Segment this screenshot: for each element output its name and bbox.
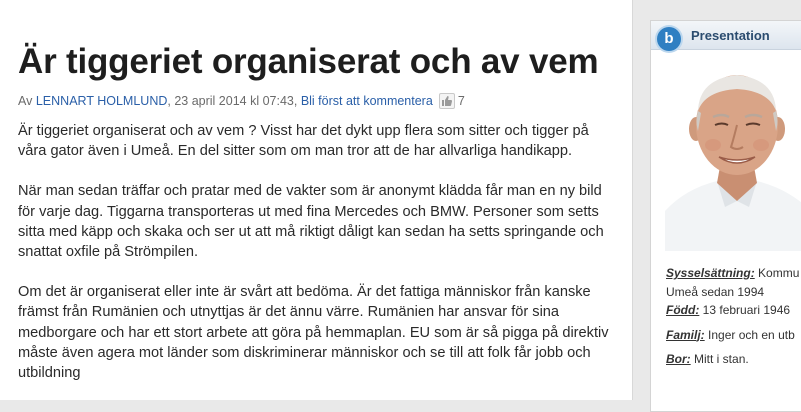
article-body [18,121,618,400]
family-label: Familj: [666,327,705,342]
family-value: Inger och en utb [708,327,795,342]
blog-icon: b [657,27,681,51]
sidebar-title: Presentation [691,28,770,43]
article-title: Är tiggeriet organiserat och av vem [18,42,599,81]
born-label: Född: [666,303,700,317]
occupation-value: Kommu [758,266,800,280]
paragraph: När man sedan träffar och pratar med de vakter som är anonymt klädda får man en ny bild för varje dag. Tiggarna transporteras ut med fina Mercedes och BMW. Personer som setts sitta med käpp och skaka och ser ut att må riktigt dåligt kan sedan ha setts springande och snattat oxfile på Strömpilen. [18,183,604,261]
sidebar-header [651,21,801,50]
like-thumb-icon[interactable] [439,93,455,109]
byline-date: , 23 april 2014 kl 07:43, [167,94,298,108]
like-count: 7 [457,94,465,108]
author-link[interactable]: LENNART HOLMLUND [35,94,168,108]
byline [18,93,465,109]
lives-label: Bor: [666,352,691,366]
byline-prefix: Av [18,94,33,108]
presentation-sidebar [650,20,801,412]
lives-value: Mitt i stan. [694,352,749,366]
author-portrait [665,61,801,251]
comment-link[interactable]: Bli först att kommentera [300,94,433,108]
paragraph: Om det är organiserat eller inte är svårt att bedöma. Är det fattiga människor från kanske främst från Rumänien och utnyttjas är det ännu värre. Rumänien har ansvar för sina medborgare och har ett stort arbete att göra på hemmaplan. EU som är så pigga på direktiv måste även agera mot länder som diskriminerar människor och se till att folk får jobb och utbildning [18,284,609,382]
paragraph: Är tiggeriet organiserat och av vem ? Visst har det dykt upp flera som sitter och tigger på våra gator även i Umeå. En del sitter som om man tror att de har allvarliga handikapp. [18,123,589,160]
occupation-label: Sysselsättning: [666,266,755,280]
presentation-info [666,264,801,369]
born-value: 13 februari 1946 [702,303,791,317]
occupation-continuation: Umeå sedan 1994 [666,284,765,299]
